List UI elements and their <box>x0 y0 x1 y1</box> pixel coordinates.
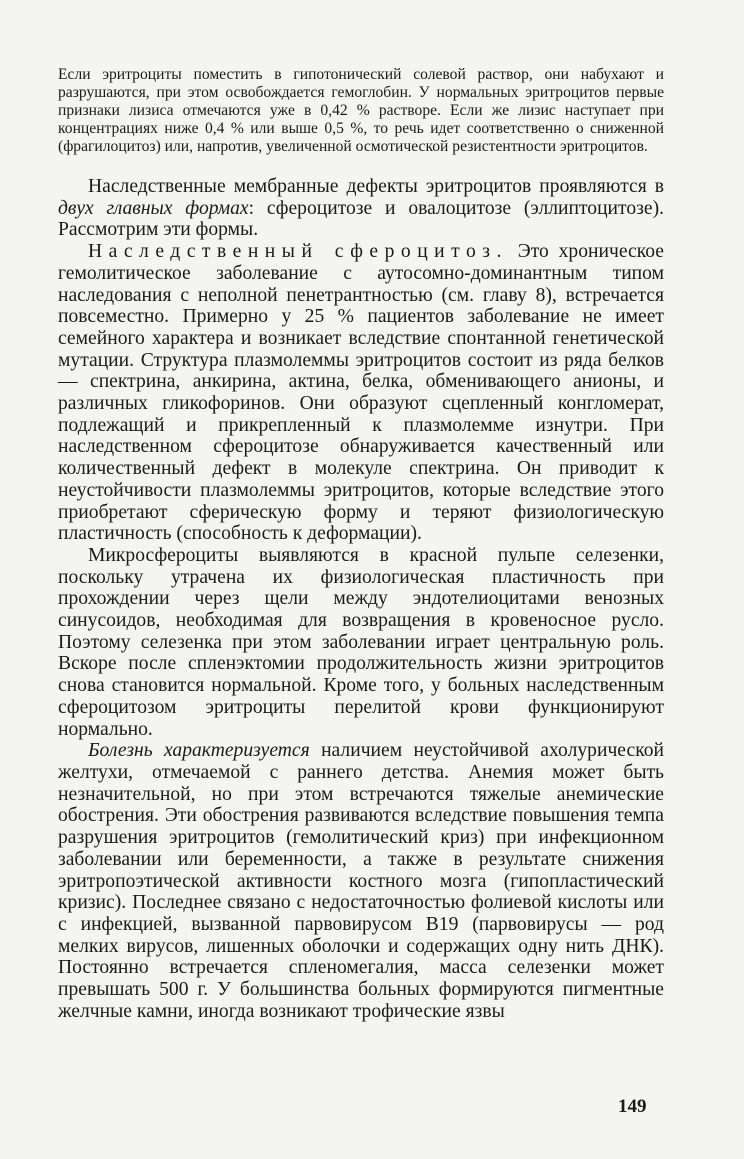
p1-italic: двух главных формах <box>58 197 249 219</box>
page-content <box>58 66 664 1022</box>
p1-before: Наследственные мембранные дефекты эритроцитов проявляются в <box>88 176 664 197</box>
paragraph-disease-characteristics <box>58 740 664 1022</box>
p4-text: наличием неустойчивой ахолурической желтухи, отмечаемой с раннего детства. Анемия может быть незначительной, но при этом встречаются тяжелые анемические обострения. Эти обострения развиваются вследствие повышения темпа разрушения эритроцитов (гемолитический криз) при инфекционном заболевании или беременности, а также в результате снижения эритропоэтической активности костного мозга (гипопластический кризис). Последнее связано с недостаточностью фолиевой кислоты или с инфекцией, вызванной парвовирусом B19 (парвовирусы — род мелких вирусов, лишенных оболочки и содержащих одну нить ДНК). Постоянно встречается спленомегалия, масса селезенки может превышать 500 г. У большинства больных формируются пигментные желчные камни, иногда возникают трофические язвы <box>58 740 664 1022</box>
small-print-paragraph: Если эритроциты поместить в гипотонический солевой раствор, они набухают и разрушаются, при этом освобождается гемоглобин. У нормальных эритроцитов первые признаки лизиса отмечаются уже в 0,42 % растворе. Если же лизис наступает при концентрациях ниже 0,4 % или выше 0,5 %, то речь идет соответственно о сниженной (фрагилоцитоз) или, напротив, увеличенной осмотической резистентности эритроцитов. <box>58 66 664 155</box>
paragraph-hereditary-defects <box>58 176 664 241</box>
p1-after: : сфероцитозе и овалоцитозе (эллиптоцитозе). Рассмотрим эти формы. <box>58 197 664 241</box>
p2-text: Это хроническое гемолитическое заболевание с аутосомно-доминантным типом наследования с неполной пенетрантностью (см. главу 8), встречается повсеместно. Примерно у 25 % пациентов заболевание не имеет семейного характера и возникает вследствие спонтанной генетической мутации. Структура плазмолеммы эритроцитов состоит из ряда белков — спектрина, анкирина, актина, белка, обменивающего анионы, и различных гликофоринов. Они образуют сцепленный конгломерат, подлежащий и прикрепленный к плазмолемме изнутри. При наследственном сфероцитозе обнаруживается качественный или количественный дефект в молекуле спектрина. Он приводит к неустойчивости плазмолеммы эритроцитов, которые вследствие этого приобретают сферическую форму и теряют физиологическую пластичность (способность к деформации). <box>58 241 664 545</box>
paragraph-spherocytosis <box>58 241 664 545</box>
section-heading-spherocytosis: Наследственный сфероцитоз. <box>88 241 508 263</box>
p4-italic: Болезнь характеризуется <box>88 740 310 762</box>
page-number: 149 <box>618 1096 647 1117</box>
main-text <box>58 176 664 1022</box>
paragraph-microspherocytes: Микросфероциты выявляются в красной пульпе селезенки, поскольку утрачена их физиологическая пластичность при прохождении через щели между эндотелиоцитами венозных синусоидов, необходимая для возвращения в кровеносное русло. Поэтому селезенка при этом заболевании играет центральную роль. Вскоре после спленэктомии продолжительность жизни эритроцитов снова становится нормальной. Кроме того, у больных наследственным сфероцитозом эритроциты перелитой крови функционируют нормально. <box>58 544 664 740</box>
